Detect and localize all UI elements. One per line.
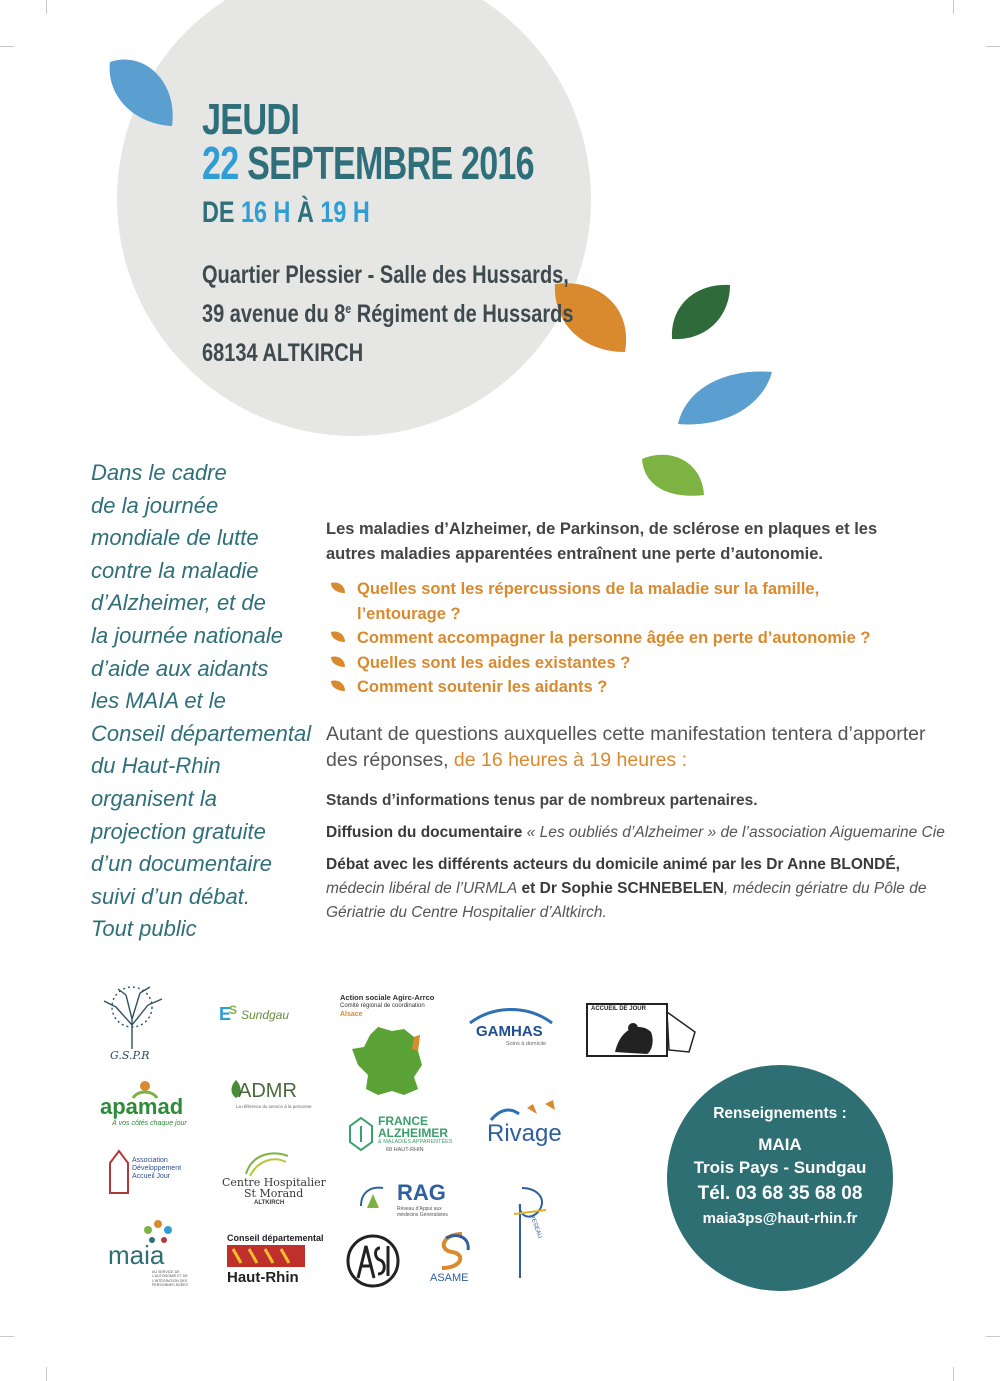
adaj-logo [108,1147,182,1197]
address-street: 39 avenue du 8 [202,300,346,328]
contact-phone[interactable]: Tél. 03 68 35 68 08 [697,1183,863,1204]
asp-round-icon [346,1234,400,1288]
event-date-day: 22 [202,137,239,189]
intro-line: du Haut-Rhin [91,753,221,779]
reseau-ribbon-icon [508,1184,552,1282]
address-line: Quartier Plessier - Salle des Hussards, [202,261,569,289]
gamhas-logo [466,1005,558,1049]
ch-line1: Centre Hospitalier [222,1176,326,1189]
tree-icon [96,985,168,1051]
question-text: Quelles sont les aides existantes ? [357,653,631,672]
address-city: 68134 ALTKIRCH [202,339,364,367]
house-icon [108,1147,130,1195]
question-item [326,626,926,651]
debat-and: et Dr Sophie SCHNEBELEN [517,880,724,897]
asame-swirl-icon [432,1228,476,1272]
agirc-arrco-logo [340,993,440,1103]
leaf-icon [640,451,706,499]
intro-line: mondiale de lutte [91,525,259,551]
gspr-logo [96,985,168,1065]
time-mid: À [290,196,321,229]
crop-mark [953,0,954,14]
reseau-logo [508,1184,552,1284]
gspr-label: G.S.P.R [110,1049,150,1062]
debat-role2: , médecin gériatre du Pôle de Gériatrie du Centre Hospitalier d’Altkirch. [326,880,927,921]
france-map-icon [348,1025,428,1097]
agirc-title: Action sociale Agirc-Arrco [340,993,435,1002]
question-text: Quelles sont les répercussions de la maladie sur la famille, l’entourage ? [357,580,820,623]
admr-logo [228,1076,312,1116]
svg-text:S: S [229,1003,238,1017]
maia-label: maia [108,1240,165,1270]
question-item [326,577,877,626]
esa-label: Sundgau [241,1008,290,1022]
crop-mark [953,1367,954,1381]
apamad-logo [100,1080,192,1130]
apamad-label: apamad [100,1094,184,1119]
contact-title: Renseignements : [713,1105,847,1122]
intro-line: d’aide aux aidants [91,655,269,681]
rivage-logo [487,1100,567,1152]
contact-area: Trois Pays - Sundgau [693,1158,867,1177]
maia-sub: AU SERVICE DE L’AUTONOMIE ET DE L’INTÉGRATION DES PERSONNES ÂGÉES [152,1270,188,1288]
leaf-icon [106,54,178,130]
agirc-sub: Comité régional de coordination [340,1003,425,1009]
accueil-label: ACCUEIL DE JOUR [591,1006,646,1012]
event-time [202,196,370,230]
contact-email[interactable]: maia3ps@haut-rhin.fr [702,1210,858,1227]
leaf-icon [676,368,774,426]
leaf-icon [670,283,732,341]
france-alz-line3: & MALADIES APPARENTÉES [378,1139,453,1145]
debat-text [326,853,946,925]
crop-mark [0,1336,14,1337]
intro-line: projection gratuite [91,818,266,844]
centre-hospitalier-logo [220,1148,326,1210]
gamhas-label: GAMHAS [476,1023,543,1040]
accueil-de-jour-logo [585,1002,703,1060]
crop-mark [46,0,47,14]
contact-org: MAIA [758,1135,802,1154]
address-street-rest: Régiment de Hussards [351,300,574,328]
event-date [202,136,534,190]
autant-text [326,721,946,773]
apamad-sub: À vos côtés chaque jour [112,1120,187,1127]
debat-role1: médecin libéral de l’URMLA [326,880,518,897]
intro-line: la journée nationale [91,622,284,648]
autant-hours: de 16 heures à 19 heures : [453,749,688,771]
intro-line: contre la maladie [91,557,259,583]
question-text: Comment soutenir les aidants ? [357,678,608,696]
question-text: Comment accompagner la personne âgée en perte d’autonomie ? [357,629,871,647]
time-start: 16 H [241,196,291,229]
time-prefix: DE [202,196,242,229]
diffusion-text [326,821,946,845]
agirc-region: Alsace [340,1011,363,1018]
ch-line3: ALTKIRCH [254,1200,285,1206]
france-alz-line4: 68 HAUT-RHIN [386,1147,424,1153]
conseil-departemental-logo [227,1233,324,1297]
cd-line2: Haut-Rhin [227,1269,299,1286]
question-item [326,675,926,700]
intro-line: Conseil départemental [91,720,312,746]
intro-line: d’Alzheimer, et de [91,590,266,616]
rag-logo [357,1180,457,1220]
svg-text:E: E [219,1004,232,1024]
question-list [326,577,926,700]
leaf-bullet-icon [330,680,346,692]
adaj-label: Association Développement Accueil Jour [132,1157,182,1180]
france-alz-line2: ALZHEIMER [378,1126,448,1140]
ch-line2: St Morand [244,1187,304,1200]
crop-mark [0,46,14,47]
contact-circle [667,1065,893,1291]
crop-mark [986,46,1000,47]
gamhas-arc-icon [466,1005,556,1025]
cd-line1: Conseil départemental [227,1233,324,1243]
stands-text: Stands d’informations tenus par de nombreux partenaires. [326,792,758,809]
rivage-label: Rivage [487,1120,562,1147]
leaf-bullet-icon [330,656,346,668]
rivage-wave-icon [487,1100,567,1122]
intro-line: de la journée [91,492,219,518]
hospital-swirl-icon [242,1148,292,1178]
intro-line: suivi d’un débat. [91,883,250,909]
intro-line: Tout public [91,916,197,942]
crop-mark [46,1367,47,1381]
haut-rhin-banner-icon [227,1245,305,1267]
rag-sub: Réseau d’Appui aux médecins Généralistes [397,1206,448,1218]
intro-text [91,457,326,946]
asame-label: ASAME [430,1272,469,1284]
intro-line: organisent la [91,785,217,811]
gamhas-sub: Soins à domicile [506,1041,547,1047]
intro-line: d’un documentaire [91,851,273,877]
asp-logo [346,1234,402,1290]
debat-label: Débat avec les différents acteurs du domicile animé par les Dr Anne BLONDÉ, [326,856,900,873]
address-ordinal: e [345,301,352,316]
france-alzheimer-mark-icon [348,1116,374,1152]
event-date-rest: SEPTEMBRE 2016 [247,137,534,189]
reseau-label: RESEAU [528,1214,543,1240]
esa-logo [219,1000,289,1030]
rag-mark-icon [357,1182,387,1212]
autant-body: Autant de questions auxquelles cette manifestation tentera d’apporter des réponses, [326,723,926,771]
leaf-bullet-icon [330,582,346,594]
intro-line: les MAIA et le [91,688,226,714]
crop-mark [986,1336,1000,1337]
lead-text: Les maladies d’Alzheimer, de Parkinson, de sclérose en plaques et les autres maladies apparentées entraînent une perte d’autonomie. [326,520,878,563]
france-alzheimer-logo [348,1114,460,1158]
esa-mark-icon [219,1000,243,1028]
france-alz-line1: FRANCE [378,1114,428,1128]
admr-sub: La référence du service à la personne [236,1104,312,1109]
maia-logo [108,1218,188,1290]
leaf-bullet-icon [330,631,346,643]
question-item [326,651,926,676]
diffusion-detail: « Les oubliés d’Alzheimer » de l’association Aiguemarine Cie [526,824,945,841]
asame-logo [430,1228,480,1292]
intro-line: Dans le cadre [91,460,227,485]
event-day: JEUDI [202,95,300,144]
diffusion-label: Diffusion du documentaire [326,824,527,841]
time-end: 19 H [320,196,370,229]
admr-label: ADMR [238,1080,297,1102]
rag-label: RAG [397,1180,446,1205]
address-line [202,300,573,329]
